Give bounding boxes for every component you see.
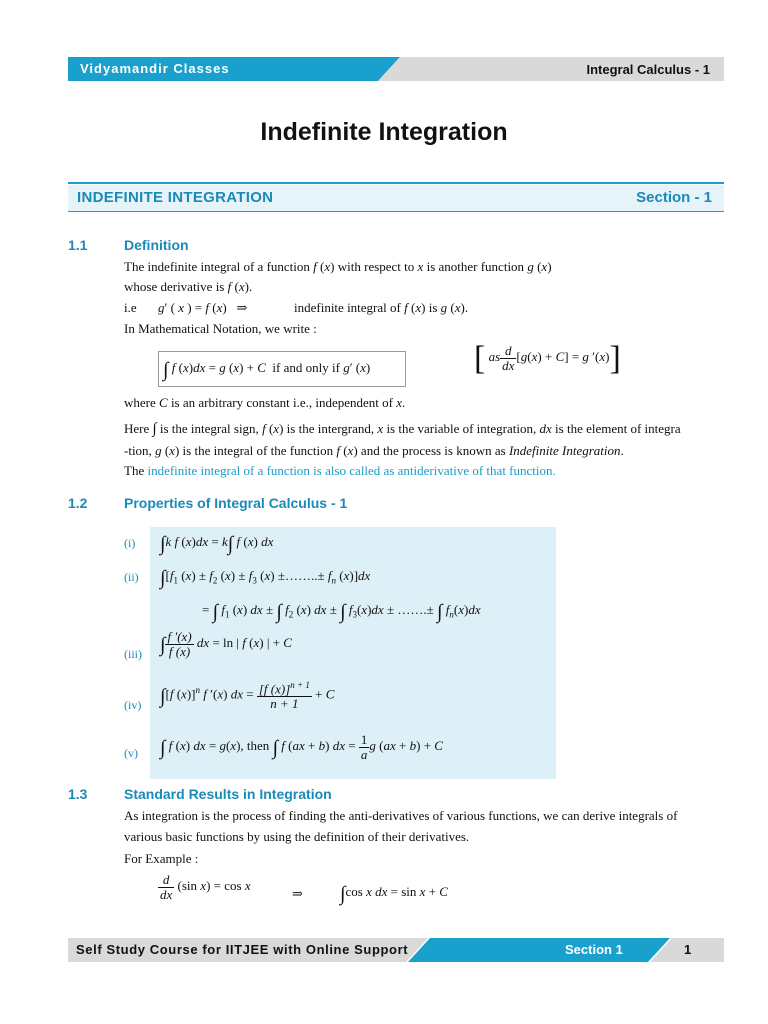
notation-intro: In Mathematical Notation, we write :	[124, 321, 317, 336]
footer-section: Section 1	[565, 942, 623, 957]
property-iii: ∫ $\frac{f '(x)}{f (x)}$ dx = ln | f (x) | + C	[160, 629, 292, 659]
section-title: INDEFINITE INTEGRATION	[77, 189, 274, 206]
property-label-ii: (ii)	[124, 570, 139, 584]
footer-page-number: 1	[684, 942, 692, 957]
section-number: Section - 1	[636, 189, 712, 206]
property-ii-line-1: $\int[f_1$ $(x) \pm f_2$ $(x) \pm f_3$ (x) ±……..± $f_n$ (x)]dx	[160, 567, 371, 589]
heading-properties: Properties of Integral Calculus - 1	[124, 495, 348, 511]
property-v: ∫ f (x) dx = g(x), then ∫ f (ax + b) dx = $\frac{1}{a}$ g (ax + b) + C	[160, 732, 443, 762]
example-derivative: $\frac{d}{dx}$ (sin x) = cos x	[160, 872, 251, 902]
heading-definition: Definition	[124, 237, 189, 253]
example-label: For Example :	[124, 851, 199, 866]
definition-line-2: whose derivative is f (x).	[124, 279, 253, 294]
standard-results-paragraph-2: various basic functions by using the definition of their derivatives.	[124, 829, 470, 844]
definition-line-1: The indefinite integral of a function f (x) with respect to x is another function g (x)	[124, 259, 552, 274]
indefinite-integral-statement: indefinite integral of f (x) is g (x).	[294, 300, 469, 315]
antiderivative-note: The indefinite integral of a function is also called as antiderivative of that function.	[124, 463, 556, 478]
heading-number-1-1: 1.1	[68, 237, 88, 253]
property-label-iii: (iii)	[124, 647, 142, 661]
property-label-i: (i)	[124, 536, 136, 550]
example-integral: ∫cos x dx = sin x + C	[340, 883, 448, 905]
derivative-bracket-formula: [ as $\frac{d}{dx}$ [g(x) + C] = g ′(x)]	[474, 340, 621, 378]
derivative-relation: g′ ( x ) = f (x) ⇒	[158, 300, 248, 315]
terms-explanation-line-2: -tion, g (x) is the integral of the function f (x) and the process is known as Indefinite Integration.	[124, 443, 624, 458]
standard-results-paragraph-1: As integration is the process of finding the anti-derivatives of various functions, we can derive integrals of	[124, 808, 678, 823]
property-label-v: (v)	[124, 746, 138, 760]
footer-band-middle	[408, 938, 670, 962]
heading-standard-results: Standard Results in Integration	[124, 786, 332, 802]
heading-number-1-3: 1.3	[68, 786, 88, 802]
property-ii-line-2: = ∫ $f_1$ (x) dx ± ∫ $f_2$ (x) dx ± ∫ $f_3(x)dx$ ± …….± ∫ $f_n(x)dx$	[202, 601, 481, 623]
property-label-iv: (iv)	[124, 698, 142, 712]
property-iv: ∫[f (x)]$^n$ f ′(x) dx = $\frac{[f (x)]^{n + 1}}{n + 1}$ + C	[160, 679, 335, 711]
header-brand: Vidyamandir Classes	[80, 61, 230, 76]
property-i: ∫k f (x)dx = k∫ f (x) dx	[160, 533, 274, 555]
section-bar-top-rule	[68, 182, 724, 184]
header-chapter: Integral Calculus - 1	[586, 62, 710, 77]
section-bar-bottom-rule	[68, 211, 724, 212]
heading-number-1-2: 1.2	[68, 495, 88, 511]
footer-course: Self Study Course for IITJEE with Online Support	[76, 942, 409, 957]
implies-arrow: ⇒	[292, 886, 303, 901]
definition-formula: ∫ f (x)dx = g (x) + C if and only if g′ (x)	[163, 359, 371, 381]
constant-explanation: where C is an arbitrary constant i.e., independent of x.	[124, 395, 406, 410]
page-title: Indefinite Integration	[260, 118, 508, 146]
terms-explanation-line-1: Here ∫ is the integral sign, f (x) is the intergrand, x is the variable of integration, dx is the element of integra	[124, 421, 681, 437]
definition-line-ie: i.e	[124, 300, 137, 315]
